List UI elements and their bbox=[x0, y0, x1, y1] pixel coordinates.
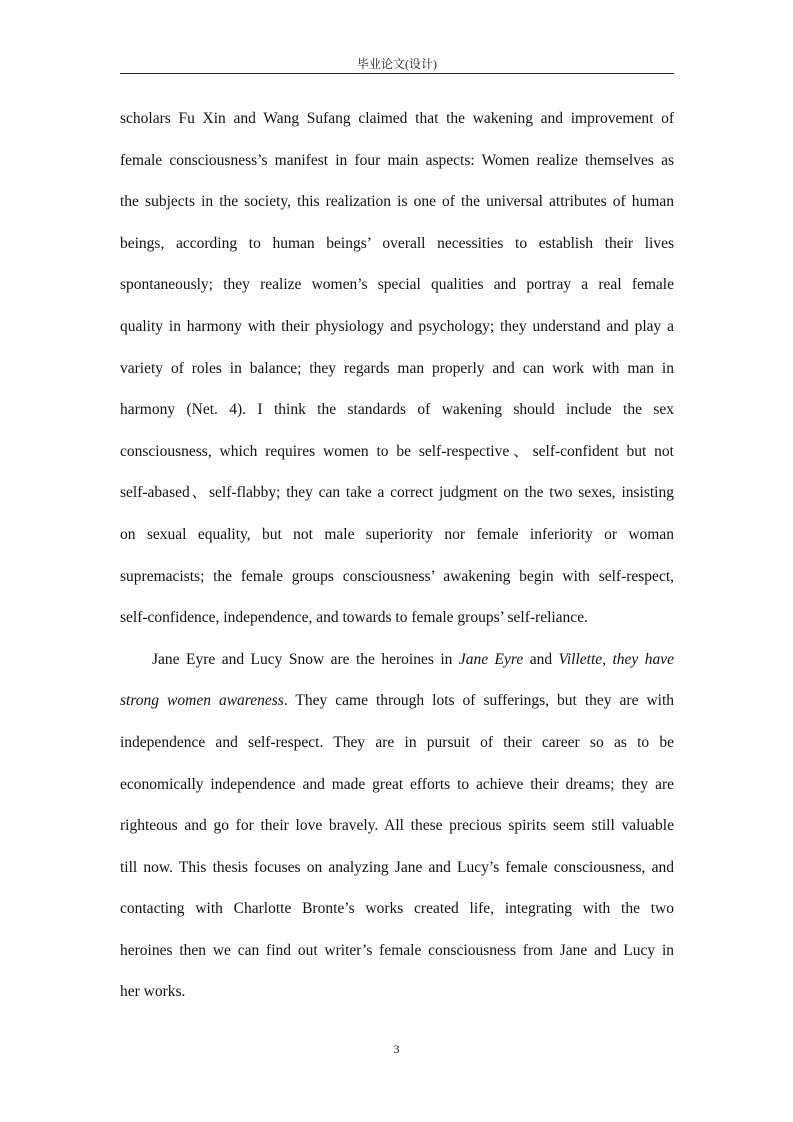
text-line: independence and self-respect. They are in pursuit of their career so as to be bbox=[120, 733, 674, 751]
body-text bbox=[120, 98, 674, 1013]
paragraph-1 bbox=[120, 98, 674, 639]
text-line: beings, according to human beings’ overall necessities to establish their lives bbox=[120, 234, 674, 252]
text-line: the subjects in the society, this realization is one of the universal attributes of human bbox=[120, 193, 674, 211]
italic-run: strong women awareness bbox=[120, 692, 284, 710]
paragraph-2 bbox=[120, 639, 674, 1013]
text-run: Jane Eyre and Lucy Snow are the heroines in bbox=[152, 650, 459, 668]
text-line: consciousness, which requires women to be self-respective、self-confident but not bbox=[120, 442, 674, 460]
running-header: 毕业论文(设计) bbox=[357, 57, 437, 71]
text-run: . They came through lots of sufferings, but they are with bbox=[283, 692, 675, 710]
text-line: contacting with Charlotte Bronte’s works created life, integrating with the two bbox=[120, 900, 674, 918]
page-number: 3 bbox=[393, 1042, 400, 1056]
text-line: supremacists; the female groups consciousness’ awakening begin with self-respect, bbox=[120, 567, 674, 585]
text-line bbox=[120, 639, 674, 681]
text-line: till now. This thesis focuses on analyzing Jane and Lucy’s female consciousness, and bbox=[120, 858, 674, 876]
text-line: her works. bbox=[120, 983, 186, 1001]
header-rule bbox=[120, 73, 674, 74]
text-run: and bbox=[523, 650, 559, 668]
book-title-jane-eyre: Jane Eyre bbox=[458, 650, 524, 668]
text-line: female consciousness’s manifest in four main aspects: Women realize themselves as bbox=[120, 151, 674, 169]
text-line: spontaneously; they realize women’s special qualities and portray a real female bbox=[120, 276, 674, 294]
text-line: variety of roles in balance; they regards man properly and can work with man in bbox=[120, 359, 674, 377]
text-line: self-abased、self-flabby; they can take a correct judgment on the two sexes, insisting bbox=[120, 484, 674, 502]
book-title-villette: Villette, they have bbox=[558, 650, 675, 668]
text-line: harmony (Net. 4). I think the standards of wakening should include the sex bbox=[120, 401, 674, 419]
text-line: heroines then we can find out writer’s female consciousness from Jane and Lucy in bbox=[120, 941, 674, 959]
text-line: economically independence and made great efforts to achieve their dreams; they are bbox=[120, 775, 674, 793]
text-line: on sexual equality, but not male superiority nor female inferiority or woman bbox=[120, 525, 674, 543]
text-line bbox=[120, 680, 674, 722]
text-line: righteous and go for their love bravely. All these precious spirits seem still valuable bbox=[120, 817, 674, 835]
text-line: self-confidence, independence, and towards to female groups’ self-reliance. bbox=[120, 609, 588, 627]
text-line: scholars Fu Xin and Wang Sufang claimed that the wakening and improvement of bbox=[120, 110, 674, 127]
text-line: quality in harmony with their physiology and psychology; they understand and play a bbox=[120, 317, 674, 335]
